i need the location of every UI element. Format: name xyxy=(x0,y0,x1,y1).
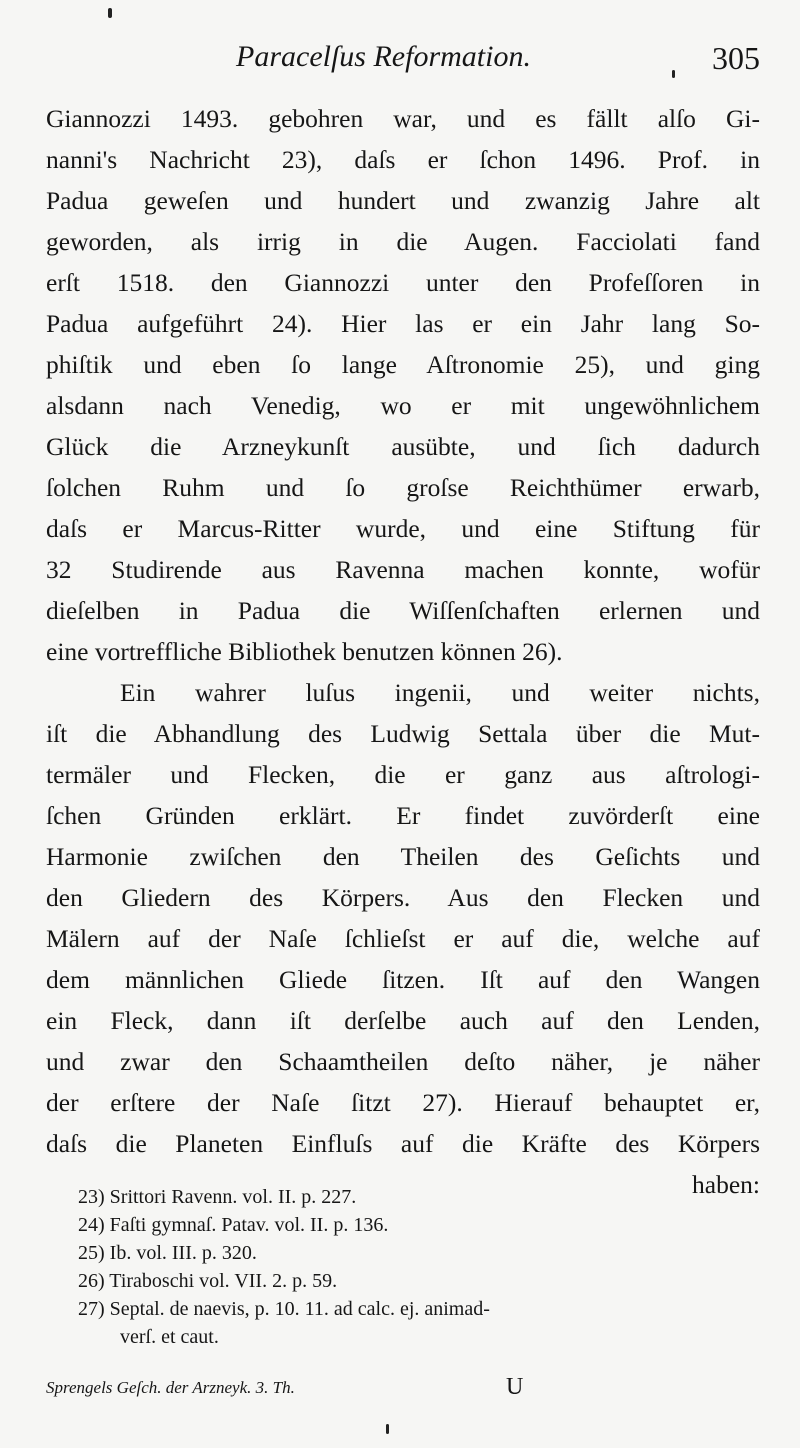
text-line: Harmonie zwiſchen den Theilen des Geſichts und xyxy=(46,842,760,871)
footnote: 25) Ib. vol. III. p. 320. xyxy=(78,1242,257,1264)
body-text xyxy=(46,98,760,1205)
text-line: geworden, als irrig in die Augen. Facciolati fand xyxy=(46,227,760,256)
page-header xyxy=(236,40,760,90)
text-line: daſs die Planeten Einfluſs auf die Kräfte des Körpers xyxy=(46,1129,760,1158)
text-line: ein Fleck, dann iſt derſelbe auch auf den Lenden, xyxy=(46,1006,760,1035)
text-line: ſolchen Ruhm und ſo groſse Reichthümer erwarb, xyxy=(46,473,760,502)
text-line: Padua geweſen und hundert und zwanzig Jahre alt xyxy=(46,186,760,215)
ink-speck xyxy=(108,8,112,18)
text-line: alsdann nach Venedig, wo er mit ungewöhnlichem xyxy=(46,391,760,420)
text-line: phiſtik und eben ſo lange Aſtronomie 25), und ging xyxy=(46,350,760,379)
footnote: 23) Srittori Ravenn. vol. II. p. 227. xyxy=(78,1186,357,1208)
text-line: der erſtere der Naſe ſitzt 27). Hierauf behauptet er, xyxy=(46,1088,760,1117)
text-line: erſt 1518. den Giannozzi unter den Profeſſoren in xyxy=(46,268,760,297)
signature-mark: U xyxy=(506,1374,524,1400)
text-line: Mälern auf der Naſe ſchlieſst er auf die, welche auf xyxy=(46,924,760,953)
page-number: 305 xyxy=(712,40,760,76)
running-title: Paracelſus Reformation. xyxy=(236,40,531,73)
signature-line xyxy=(46,1374,546,1408)
text-line: eine vortreffliche Bibliothek benutzen können 26). xyxy=(46,637,563,666)
ink-speck xyxy=(672,70,675,78)
text-line: dem männlichen Gliede ſitzen. Iſt auf den Wangen xyxy=(46,965,760,994)
signature-text: Sprengels Geſch. der Arzneyk. 3. Th. xyxy=(46,1378,295,1397)
footnote: 27) Septal. de naevis, p. 10. 11. ad calc. ej. animad- xyxy=(78,1298,490,1320)
text-line: Ein wahrer luſus ingenii, und weiter nichts, xyxy=(120,678,760,707)
text-line: den Gliedern des Körpers. Aus den Flecken und xyxy=(46,883,760,912)
footnote: 24) Faſti gymnaſ. Patav. vol. II. p. 136. xyxy=(78,1214,389,1236)
text-line: Giannozzi 1493. gebohren war, und es fällt alſo Gi- xyxy=(46,104,760,133)
text-line: daſs er Marcus-Ritter wurde, und eine Stiftung für xyxy=(46,514,760,543)
footnote: 26) Tiraboschi vol. VII. 2. p. 59. xyxy=(78,1270,338,1292)
catchword: haben: xyxy=(692,1170,760,1199)
ink-speck xyxy=(386,1424,389,1434)
text-line: Glück die Arzneykunſt ausübte, und ſich dadurch xyxy=(46,432,760,461)
text-line: iſt die Abhandlung des Ludwig Settala über die Mut- xyxy=(46,719,760,748)
footnote-continuation: verſ. et caut. xyxy=(120,1326,219,1348)
text-line: nanni's Nachricht 23), daſs er ſchon 1496. Prof. in xyxy=(46,145,760,174)
text-line: ſchen Gründen erklärt. Er findet zuvörderſt eine xyxy=(46,801,760,830)
footnotes xyxy=(78,1183,768,1351)
text-line: 32 Studirende aus Ravenna machen konnte, wofür xyxy=(46,555,760,584)
text-line: und zwar den Schaamtheilen deſto näher, je näher xyxy=(46,1047,760,1076)
text-line: dieſelben in Padua die Wiſſenſchaften erlernen und xyxy=(46,596,760,625)
text-line: termäler und Flecken, die er ganz aus aſtrologi- xyxy=(46,760,760,789)
text-line: Padua aufgeführt 24). Hier las er ein Jahr lang So- xyxy=(46,309,760,338)
